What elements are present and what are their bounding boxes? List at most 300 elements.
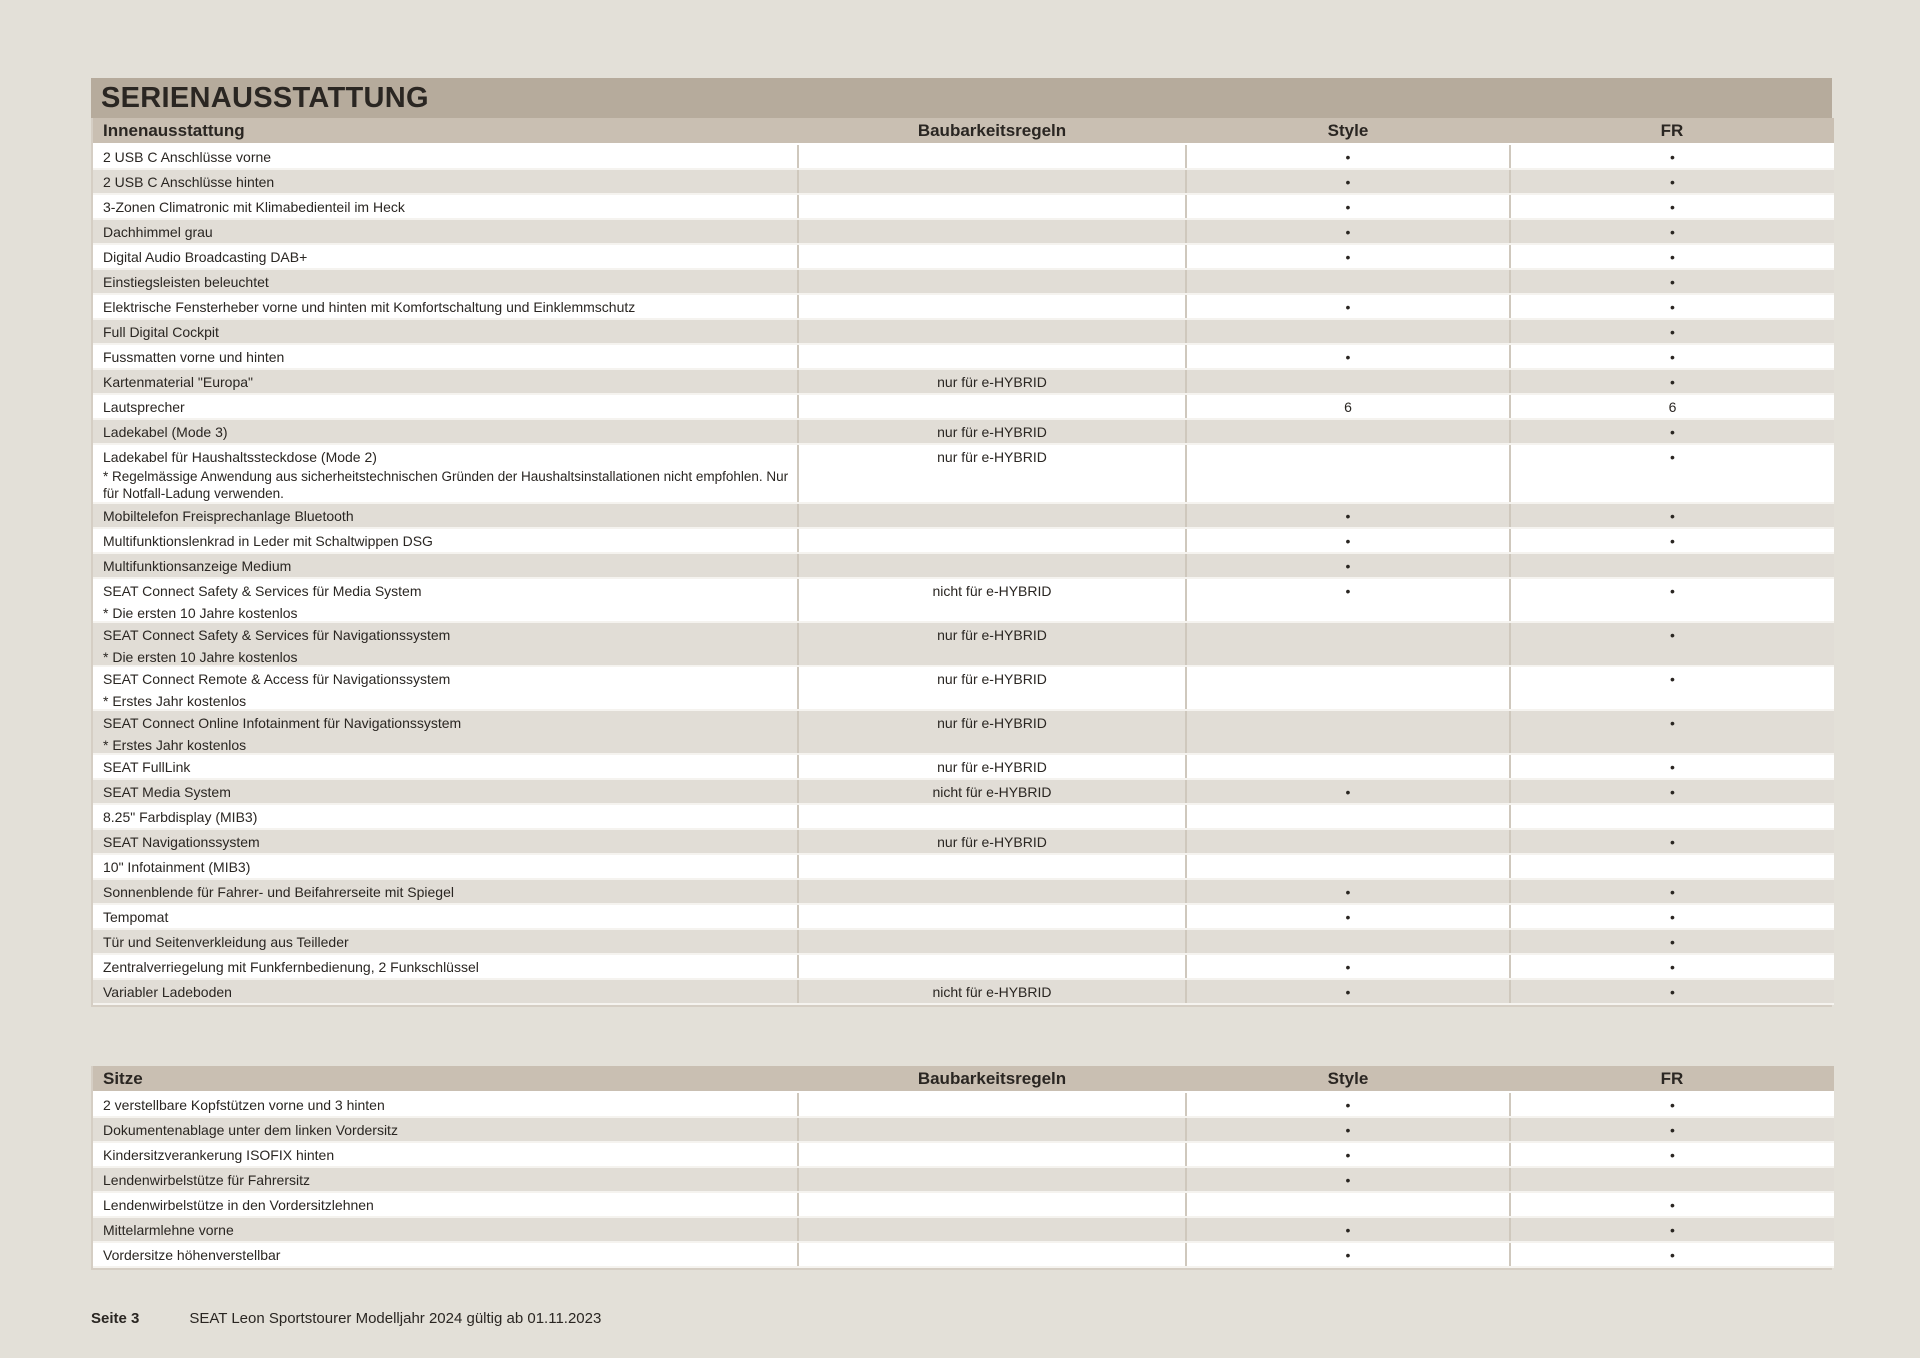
build-rule <box>798 294 1186 319</box>
feature-name <box>93 1142 798 1167</box>
style-value-text: • <box>1345 1171 1351 1188</box>
feature-name <box>93 904 798 929</box>
style-value-text: 6 <box>1344 398 1352 415</box>
feature-name <box>93 553 798 578</box>
table-row <box>93 979 1834 1004</box>
feature-name <box>93 244 798 269</box>
table-row <box>93 779 1834 804</box>
fr-value-text: • <box>1670 958 1675 975</box>
fr-value-text: • <box>1670 1121 1675 1138</box>
feature-name <box>93 219 798 244</box>
table-row <box>93 553 1834 578</box>
table-row <box>93 929 1834 954</box>
build-rule <box>798 829 1186 854</box>
table-row <box>93 854 1834 879</box>
build-rule <box>798 1167 1186 1192</box>
table-row <box>93 1117 1834 1142</box>
table-row <box>93 1217 1834 1242</box>
header-rules: Baubarkeitsregeln <box>798 1066 1186 1092</box>
feature-name-text: Dachhimmel grau <box>103 223 213 240</box>
build-rule <box>798 553 1186 578</box>
table-row <box>93 754 1834 779</box>
seats-section <box>91 1066 1832 1270</box>
fr-value-text: • <box>1670 148 1675 165</box>
feature-name-text: SEAT Navigationssystem <box>103 833 260 850</box>
build-rule <box>798 369 1186 394</box>
build-rule <box>798 879 1186 904</box>
fr-value <box>1510 528 1834 553</box>
feature-name <box>93 578 798 622</box>
fr-value-text: • <box>1670 715 1675 731</box>
page-title: SERIENAUSSTATTUNG <box>91 78 1832 118</box>
build-rule <box>798 979 1186 1004</box>
style-value <box>1186 528 1510 553</box>
build-rule <box>798 754 1186 779</box>
feature-name-text: SEAT Connect Remote & Access für Navigationssystem <box>103 671 451 687</box>
feature-name <box>93 1117 798 1142</box>
fr-value <box>1510 804 1834 829</box>
fr-value-text: • <box>1670 198 1675 215</box>
header-rules: Baubarkeitsregeln <box>798 118 1186 144</box>
feature-name <box>93 829 798 854</box>
style-value <box>1186 144 1510 169</box>
style-value-text: • <box>1345 298 1351 315</box>
fr-value <box>1510 1217 1834 1242</box>
interior-header-row <box>93 118 1834 144</box>
fr-value <box>1510 666 1834 710</box>
style-value <box>1186 369 1510 394</box>
style-value <box>1186 1192 1510 1217</box>
style-value <box>1186 319 1510 344</box>
fr-value <box>1510 779 1834 804</box>
style-value <box>1186 622 1510 666</box>
feature-name <box>93 419 798 444</box>
fr-value <box>1510 169 1834 194</box>
feature-name <box>93 710 798 754</box>
feature-name <box>93 169 798 194</box>
table-row <box>93 394 1834 419</box>
feature-name <box>93 528 798 553</box>
style-value <box>1186 1167 1510 1192</box>
feature-name-text: Dokumentenablage unter dem linken Vordersitz <box>103 1121 398 1138</box>
feature-name-text: Einstiegsleisten beleuchtet <box>103 273 269 290</box>
fr-value-text: • <box>1670 248 1675 265</box>
build-rule-text: nicht für e-HYBRID <box>932 583 1052 599</box>
fr-value <box>1510 879 1834 904</box>
feature-name-text: Tempomat <box>103 908 169 925</box>
style-value-text: • <box>1345 148 1351 165</box>
fr-value-text: • <box>1670 449 1675 465</box>
style-value <box>1186 194 1510 219</box>
build-rule <box>798 244 1186 269</box>
build-rule <box>798 622 1186 666</box>
table-row <box>93 344 1834 369</box>
fr-value-text: • <box>1670 933 1675 950</box>
fr-value-text: • <box>1670 671 1675 687</box>
feature-name <box>93 503 798 528</box>
feature-name-text: Digital Audio Broadcasting DAB+ <box>103 248 308 265</box>
table-row <box>93 294 1834 319</box>
header-category: Innenausstattung <box>93 118 798 144</box>
style-value-text: • <box>1345 173 1351 190</box>
build-rule <box>798 1142 1186 1167</box>
build-rule <box>798 528 1186 553</box>
build-rule <box>798 444 1186 503</box>
fr-value-text: • <box>1670 532 1675 549</box>
fr-value <box>1510 710 1834 754</box>
feature-name-text: Fussmatten vorne und hinten <box>103 348 285 365</box>
style-value <box>1186 929 1510 954</box>
style-value <box>1186 1142 1510 1167</box>
fr-value-text: • <box>1670 273 1675 290</box>
style-value-text: • <box>1345 1121 1351 1138</box>
header-style: Style <box>1186 1066 1510 1092</box>
build-rule <box>798 503 1186 528</box>
build-rule-text: nur für e-HYBRID <box>937 627 1047 643</box>
feature-name-text: Sonnenblende für Fahrer- und Beifahrerseite mit Spiegel <box>103 883 454 900</box>
style-value <box>1186 1092 1510 1117</box>
page-footer <box>91 1310 601 1327</box>
style-value-text: • <box>1345 248 1351 265</box>
fr-value <box>1510 553 1834 578</box>
feature-name <box>93 1092 798 1117</box>
build-rule-text: nur für e-HYBRID <box>937 715 1047 731</box>
table-row <box>93 194 1834 219</box>
style-value <box>1186 1217 1510 1242</box>
interior-table <box>93 118 1834 1005</box>
fr-value <box>1510 344 1834 369</box>
table-row <box>93 1242 1834 1267</box>
build-rule <box>798 954 1186 979</box>
feature-name <box>93 879 798 904</box>
table-row <box>93 954 1834 979</box>
feature-name <box>93 1242 798 1267</box>
fr-value-text: • <box>1670 983 1675 1000</box>
feature-name-text: Variabler Ladeboden <box>103 983 232 1000</box>
style-value <box>1186 829 1510 854</box>
fr-value <box>1510 829 1834 854</box>
feature-footnote: * Die ersten 10 Jahre kostenlos <box>103 649 298 665</box>
feature-name <box>93 622 798 666</box>
feature-name-text: Kindersitzverankerung ISOFIX hinten <box>103 1146 335 1163</box>
build-rule <box>798 666 1186 710</box>
feature-name-text: Zentralverriegelung mit Funkfernbedienung, 2 Funkschlüssel <box>103 958 479 975</box>
feature-name <box>93 754 798 779</box>
table-row <box>93 269 1834 294</box>
fr-value <box>1510 1142 1834 1167</box>
header-fr: FR <box>1510 118 1834 144</box>
build-rule-text: nicht für e-HYBRID <box>932 783 1052 800</box>
feature-name <box>93 369 798 394</box>
table-row <box>93 904 1834 929</box>
fr-value-text: • <box>1670 1246 1675 1263</box>
style-value <box>1186 854 1510 879</box>
build-rule <box>798 319 1186 344</box>
feature-name-text: Full Digital Cockpit <box>103 323 219 340</box>
feature-footnote: * Regelmässige Anwendung aus sicherheitstechnischen Gründen der Haushaltsinstallationen nicht empfohlen. Nur für Notfall-Ladung verwenden. <box>103 469 789 501</box>
fr-value <box>1510 1192 1834 1217</box>
style-value <box>1186 244 1510 269</box>
fr-value-text: • <box>1670 627 1675 643</box>
table-row <box>93 1167 1834 1192</box>
style-value-text: • <box>1345 783 1351 800</box>
table-row <box>93 804 1834 829</box>
build-rule <box>798 854 1186 879</box>
build-rule-text: nur für e-HYBRID <box>937 671 1047 687</box>
style-value-text: • <box>1345 507 1351 524</box>
style-value-text: • <box>1345 198 1351 215</box>
style-value <box>1186 578 1510 622</box>
feature-name-text: SEAT Connect Safety & Services für Media System <box>103 583 422 599</box>
table-row <box>93 244 1834 269</box>
feature-name <box>93 344 798 369</box>
feature-name <box>93 319 798 344</box>
style-value <box>1186 1242 1510 1267</box>
fr-value <box>1510 419 1834 444</box>
table-row <box>93 622 1834 666</box>
fr-value-text: • <box>1670 173 1675 190</box>
feature-name-text: Multifunktionslenkrad in Leder mit Schaltwippen DSG <box>103 532 433 549</box>
fr-value <box>1510 979 1834 1004</box>
feature-name-text: Lautsprecher <box>103 398 185 415</box>
feature-name-text: 3-Zonen Climatronic mit Klimabedienteil im Heck <box>103 198 405 215</box>
fr-value-text: • <box>1670 423 1675 440</box>
table-row <box>93 219 1834 244</box>
build-rule <box>798 144 1186 169</box>
build-rule <box>798 710 1186 754</box>
fr-value <box>1510 578 1834 622</box>
fr-value-text: • <box>1670 583 1675 599</box>
style-value <box>1186 394 1510 419</box>
feature-name <box>93 144 798 169</box>
style-value-text: • <box>1345 958 1351 975</box>
build-rule-text: nur für e-HYBRID <box>937 423 1047 440</box>
fr-value-text: • <box>1670 1146 1675 1163</box>
style-value <box>1186 294 1510 319</box>
page-number: Seite 3 <box>91 1310 140 1327</box>
feature-name-text: SEAT Media System <box>103 783 231 800</box>
fr-value <box>1510 1242 1834 1267</box>
build-rule-text: nur für e-HYBRID <box>937 758 1047 775</box>
style-value <box>1186 503 1510 528</box>
fr-value <box>1510 269 1834 294</box>
fr-value <box>1510 754 1834 779</box>
style-value-text: • <box>1345 223 1351 240</box>
feature-name-text: SEAT Connect Safety & Services für Navigationssystem <box>103 627 451 643</box>
table-row <box>93 369 1834 394</box>
table-row <box>93 169 1834 194</box>
interior-section <box>91 78 1832 1007</box>
fr-value <box>1510 1092 1834 1117</box>
fr-value <box>1510 1117 1834 1142</box>
fr-value <box>1510 854 1834 879</box>
feature-name-text: Lendenwirbelstütze in den Vordersitzlehnen <box>103 1196 374 1213</box>
build-rule <box>798 1092 1186 1117</box>
style-value <box>1186 219 1510 244</box>
table-row <box>93 444 1834 503</box>
style-value <box>1186 804 1510 829</box>
build-rule-text: nur für e-HYBRID <box>937 373 1047 390</box>
build-rule <box>798 1117 1186 1142</box>
fr-value-text: • <box>1670 833 1675 850</box>
build-rule <box>798 194 1186 219</box>
header-fr: FR <box>1510 1066 1834 1092</box>
build-rule <box>798 219 1186 244</box>
style-value <box>1186 1117 1510 1142</box>
build-rule <box>798 394 1186 419</box>
feature-name <box>93 394 798 419</box>
style-value-text: • <box>1345 557 1351 574</box>
fr-value <box>1510 294 1834 319</box>
build-rule <box>798 169 1186 194</box>
build-rule <box>798 269 1186 294</box>
fr-value <box>1510 444 1834 503</box>
style-value <box>1186 754 1510 779</box>
build-rule <box>798 419 1186 444</box>
header-style: Style <box>1186 118 1510 144</box>
feature-name-text: 2 USB C Anschlüsse hinten <box>103 173 275 190</box>
fr-value-text: • <box>1670 1096 1675 1113</box>
fr-value-text: • <box>1670 908 1675 925</box>
fr-value <box>1510 929 1834 954</box>
build-rule <box>798 578 1186 622</box>
feature-name-text: 2 USB C Anschlüsse vorne <box>103 148 272 165</box>
style-value <box>1186 710 1510 754</box>
feature-name <box>93 854 798 879</box>
fr-value-text: • <box>1670 507 1675 524</box>
seats-table-body <box>93 1092 1834 1267</box>
feature-name-text: SEAT FullLink <box>103 758 191 775</box>
fr-value-text: • <box>1670 1221 1675 1238</box>
fr-value <box>1510 904 1834 929</box>
fr-value-text: • <box>1670 783 1675 800</box>
fr-value <box>1510 144 1834 169</box>
feature-name-text: Elektrische Fensterheber vorne und hinten mit Komfortschaltung und Einklemmschutz <box>103 298 636 315</box>
feature-name-text: SEAT Connect Online Infotainment für Navigationssystem <box>103 715 462 731</box>
table-row <box>93 144 1834 169</box>
fr-value-text: • <box>1670 323 1675 340</box>
feature-name-text: Mobiltelefon Freisprechanlage Bluetooth <box>103 507 354 524</box>
feature-name <box>93 444 798 503</box>
table-row <box>93 879 1834 904</box>
style-value <box>1186 344 1510 369</box>
build-rule-text: nicht für e-HYBRID <box>932 983 1052 1000</box>
feature-name <box>93 1217 798 1242</box>
fr-value <box>1510 622 1834 666</box>
style-value <box>1186 419 1510 444</box>
table-row <box>93 419 1834 444</box>
build-rule <box>798 1192 1186 1217</box>
fr-value <box>1510 194 1834 219</box>
fr-value-text: • <box>1670 1196 1675 1213</box>
table-row <box>93 578 1834 622</box>
fr-value-text: • <box>1670 373 1675 390</box>
style-value-text: • <box>1345 983 1351 1000</box>
feature-footnote: * Die ersten 10 Jahre kostenlos <box>103 605 298 621</box>
seats-header-row <box>93 1066 1834 1092</box>
fr-value <box>1510 394 1834 419</box>
table-row <box>93 1142 1834 1167</box>
feature-name <box>93 666 798 710</box>
build-rule <box>798 1242 1186 1267</box>
build-rule-text: nur für e-HYBRID <box>937 833 1047 850</box>
table-row <box>93 1192 1834 1217</box>
style-value <box>1186 904 1510 929</box>
build-rule <box>798 904 1186 929</box>
feature-name <box>93 804 798 829</box>
fr-value-text: • <box>1670 298 1675 315</box>
feature-footnote: * Erstes Jahr kostenlos <box>103 693 247 709</box>
feature-name <box>93 779 798 804</box>
feature-name-text: 8.25" Farbdisplay (MIB3) <box>103 808 258 825</box>
feature-name <box>93 954 798 979</box>
fr-value <box>1510 1167 1834 1192</box>
feature-name-text: 2 verstellbare Kopfstützen vorne und 3 hinten <box>103 1096 385 1113</box>
style-value-text: • <box>1345 532 1351 549</box>
feature-name <box>93 269 798 294</box>
fr-value <box>1510 954 1834 979</box>
table-row <box>93 666 1834 710</box>
style-value <box>1186 269 1510 294</box>
fr-value <box>1510 319 1834 344</box>
table-row <box>93 829 1834 854</box>
feature-name <box>93 979 798 1004</box>
fr-value-text: • <box>1670 348 1675 365</box>
style-value <box>1186 979 1510 1004</box>
fr-value-text: • <box>1670 223 1675 240</box>
feature-name-text: Tür und Seitenverkleidung aus Teilleder <box>103 933 349 950</box>
fr-value <box>1510 219 1834 244</box>
interior-table-body <box>93 144 1834 1004</box>
fr-value-text: 6 <box>1668 398 1677 415</box>
style-value <box>1186 444 1510 503</box>
table-row <box>93 1092 1834 1117</box>
style-value-text: • <box>1345 1096 1351 1113</box>
feature-name-text: Vordersitze höhenverstellbar <box>103 1246 281 1263</box>
build-rule <box>798 804 1186 829</box>
feature-name-text: Multifunktionsanzeige Medium <box>103 557 292 574</box>
style-value-text: • <box>1345 1146 1351 1163</box>
build-rule <box>798 344 1186 369</box>
style-value-text: • <box>1345 1221 1351 1238</box>
build-rule <box>798 779 1186 804</box>
feature-footnote: * Erstes Jahr kostenlos <box>103 737 247 753</box>
feature-name-text: 10" Infotainment (MIB3) <box>103 858 251 875</box>
table-row <box>93 528 1834 553</box>
feature-name-text: Ladekabel für Haushaltssteckdose (Mode 2) <box>103 449 377 465</box>
build-rule <box>798 1217 1186 1242</box>
feature-name-text: Ladekabel (Mode 3) <box>103 423 228 440</box>
feature-name <box>93 1192 798 1217</box>
feature-name <box>93 194 798 219</box>
feature-name <box>93 294 798 319</box>
style-value-text: • <box>1345 908 1351 925</box>
fr-value-text: • <box>1670 883 1675 900</box>
feature-name <box>93 929 798 954</box>
style-value <box>1186 779 1510 804</box>
style-value-text: • <box>1345 1246 1351 1263</box>
feature-name-text: Mittelarmlehne vorne <box>103 1221 234 1238</box>
feature-name-text: Lendenwirbelstütze für Fahrersitz <box>103 1171 310 1188</box>
table-row <box>93 503 1834 528</box>
style-value <box>1186 169 1510 194</box>
style-value <box>1186 666 1510 710</box>
fr-value <box>1510 369 1834 394</box>
table-row <box>93 710 1834 754</box>
table-row <box>93 319 1834 344</box>
header-category: Sitze <box>93 1066 798 1092</box>
seats-table <box>93 1066 1834 1268</box>
